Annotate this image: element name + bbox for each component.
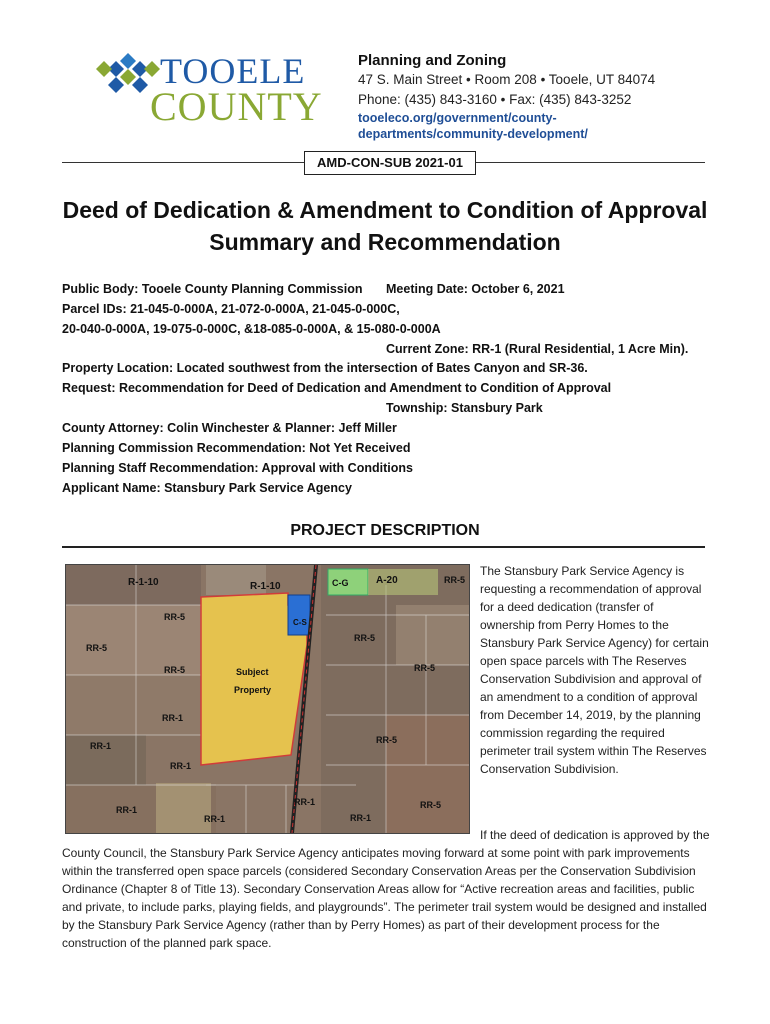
svg-text:Subject: Subject [236,667,269,677]
svg-text:RR-5: RR-5 [376,735,398,745]
logo-text-county: COUNTY [150,84,323,124]
document-title-line1: Deed of Dedication & Amendment to Condition of Approval [62,197,708,223]
project-description-side [480,562,710,778]
phone-fax: Phone: (435) 843-3160 • Fax: (435) 843-3252 [358,92,632,107]
svg-text:RR-1: RR-1 [170,761,192,771]
staff-recommendation: Planning Staff Recommendation: Approval with Conditions [62,461,413,475]
meeting-date: Meeting Date: October 6, 2021 [386,282,565,296]
case-code-box: AMD-CON-SUB 2021-01 [304,151,476,175]
project-description-bottom [62,826,712,952]
svg-text:C-G: C-G [332,578,349,588]
township: Township: Stansbury Park [386,401,543,415]
applicant-name: Applicant Name: Stansbury Park Service Agency [62,481,352,495]
website-link-line2[interactable]: departments/community-development/ [358,127,588,141]
project-description-heading: PROJECT DESCRIPTION [290,522,480,539]
svg-text:R-1-10: R-1-10 [128,577,159,588]
svg-text:RR-5: RR-5 [354,633,376,643]
logo-text-tooele: TOOELE [160,52,306,91]
svg-text:RR-1: RR-1 [294,797,316,807]
public-body: Public Body: Tooele County Planning Commission [62,282,363,296]
svg-text:RR-5: RR-5 [414,663,436,673]
svg-text:RR-1: RR-1 [90,741,112,751]
property-location: Property Location: Located southwest from the intersection of Bates Canyon and SR-36. [62,361,588,375]
parcel-ids-line2: 20-040-0-000A, 19-075-0-000C, &18-085-0-000A, & 15-080-0-000A [62,322,441,336]
office-address: 47 S. Main Street • Room 208 • Tooele, UT 84074 [358,72,656,87]
svg-text:C-S: C-S [293,618,307,627]
zoning-map [65,564,470,834]
svg-text:RR-1: RR-1 [116,805,138,815]
svg-text:RR-1: RR-1 [350,813,372,823]
svg-text:RR-5: RR-5 [164,612,186,622]
department-name: Planning and Zoning [358,52,507,69]
svg-text:R-1-10: R-1-10 [250,581,281,592]
svg-text:A-20: A-20 [376,575,398,586]
document-title-line2: Summary and Recommendation [209,229,561,255]
svg-text:Property: Property [234,685,272,695]
attorney-planner: County Attorney: Colin Winchester & Planner: Jeff Miller [62,421,397,435]
svg-text:RR-5: RR-5 [444,575,466,585]
svg-text:RR-5: RR-5 [164,665,186,675]
rule-left [62,162,304,163]
bottom-paragraph: If the deed of dedication is approved by the County Council, the Stansbury Park Service Agency anticipates moving forward at some point with park improvements within the transferred open space parcels (considered Secondary Conservation Areas per the Conservation Subdivision Ordinance (Chapter 8 of Title 13). Secondary Conservation Areas allow for “Active recreation areas and facilities, public and private, to include parks, playing fields, and playgrounds”. The perimeter trail system would be designed and installed by the Stansbury Park Service Agency (rather than by Perry Homes) as part of their development process for the construction of the planned park space. [62,828,710,950]
pc-recommendation: Planning Commission Recommendation: Not Yet Received [62,441,411,455]
tooele-county-logo [96,52,331,124]
heading-rule [62,546,705,548]
current-zone: Current Zone: RR-1 (Rural Residential, 1 Acre Min). [386,342,689,356]
parcel-ids-line1: Parcel IDs: 21-045-0-000A, 21-072-0-000A, 21-045-0-000C, [62,302,400,316]
zone-cs [288,595,310,635]
svg-text:RR-1: RR-1 [162,713,184,723]
website-link-line1[interactable]: tooeleco.org/government/county- [358,111,557,125]
svg-text:RR-5: RR-5 [86,643,108,653]
svg-text:RR-1: RR-1 [204,814,226,824]
request: Request: Recommendation for Deed of Dedication and Amendment to Condition of Approval [62,381,612,395]
rule-right [475,162,705,163]
side-paragraph: The Stansbury Park Service Agency is requesting a recommendation of approval for a deed dedication (transfer of ownership from Perry Homes to the Stansbury Park Service Agency) for certain open space parcels with The Reserves Conservation Subdivision and approval of an amendment to a condition of approval from December 14, 2019, by the planning commission regarding the required perimeter trail system within The Reserves Conservation Subdivision. [480,564,709,776]
svg-text:RR-5: RR-5 [420,800,442,810]
